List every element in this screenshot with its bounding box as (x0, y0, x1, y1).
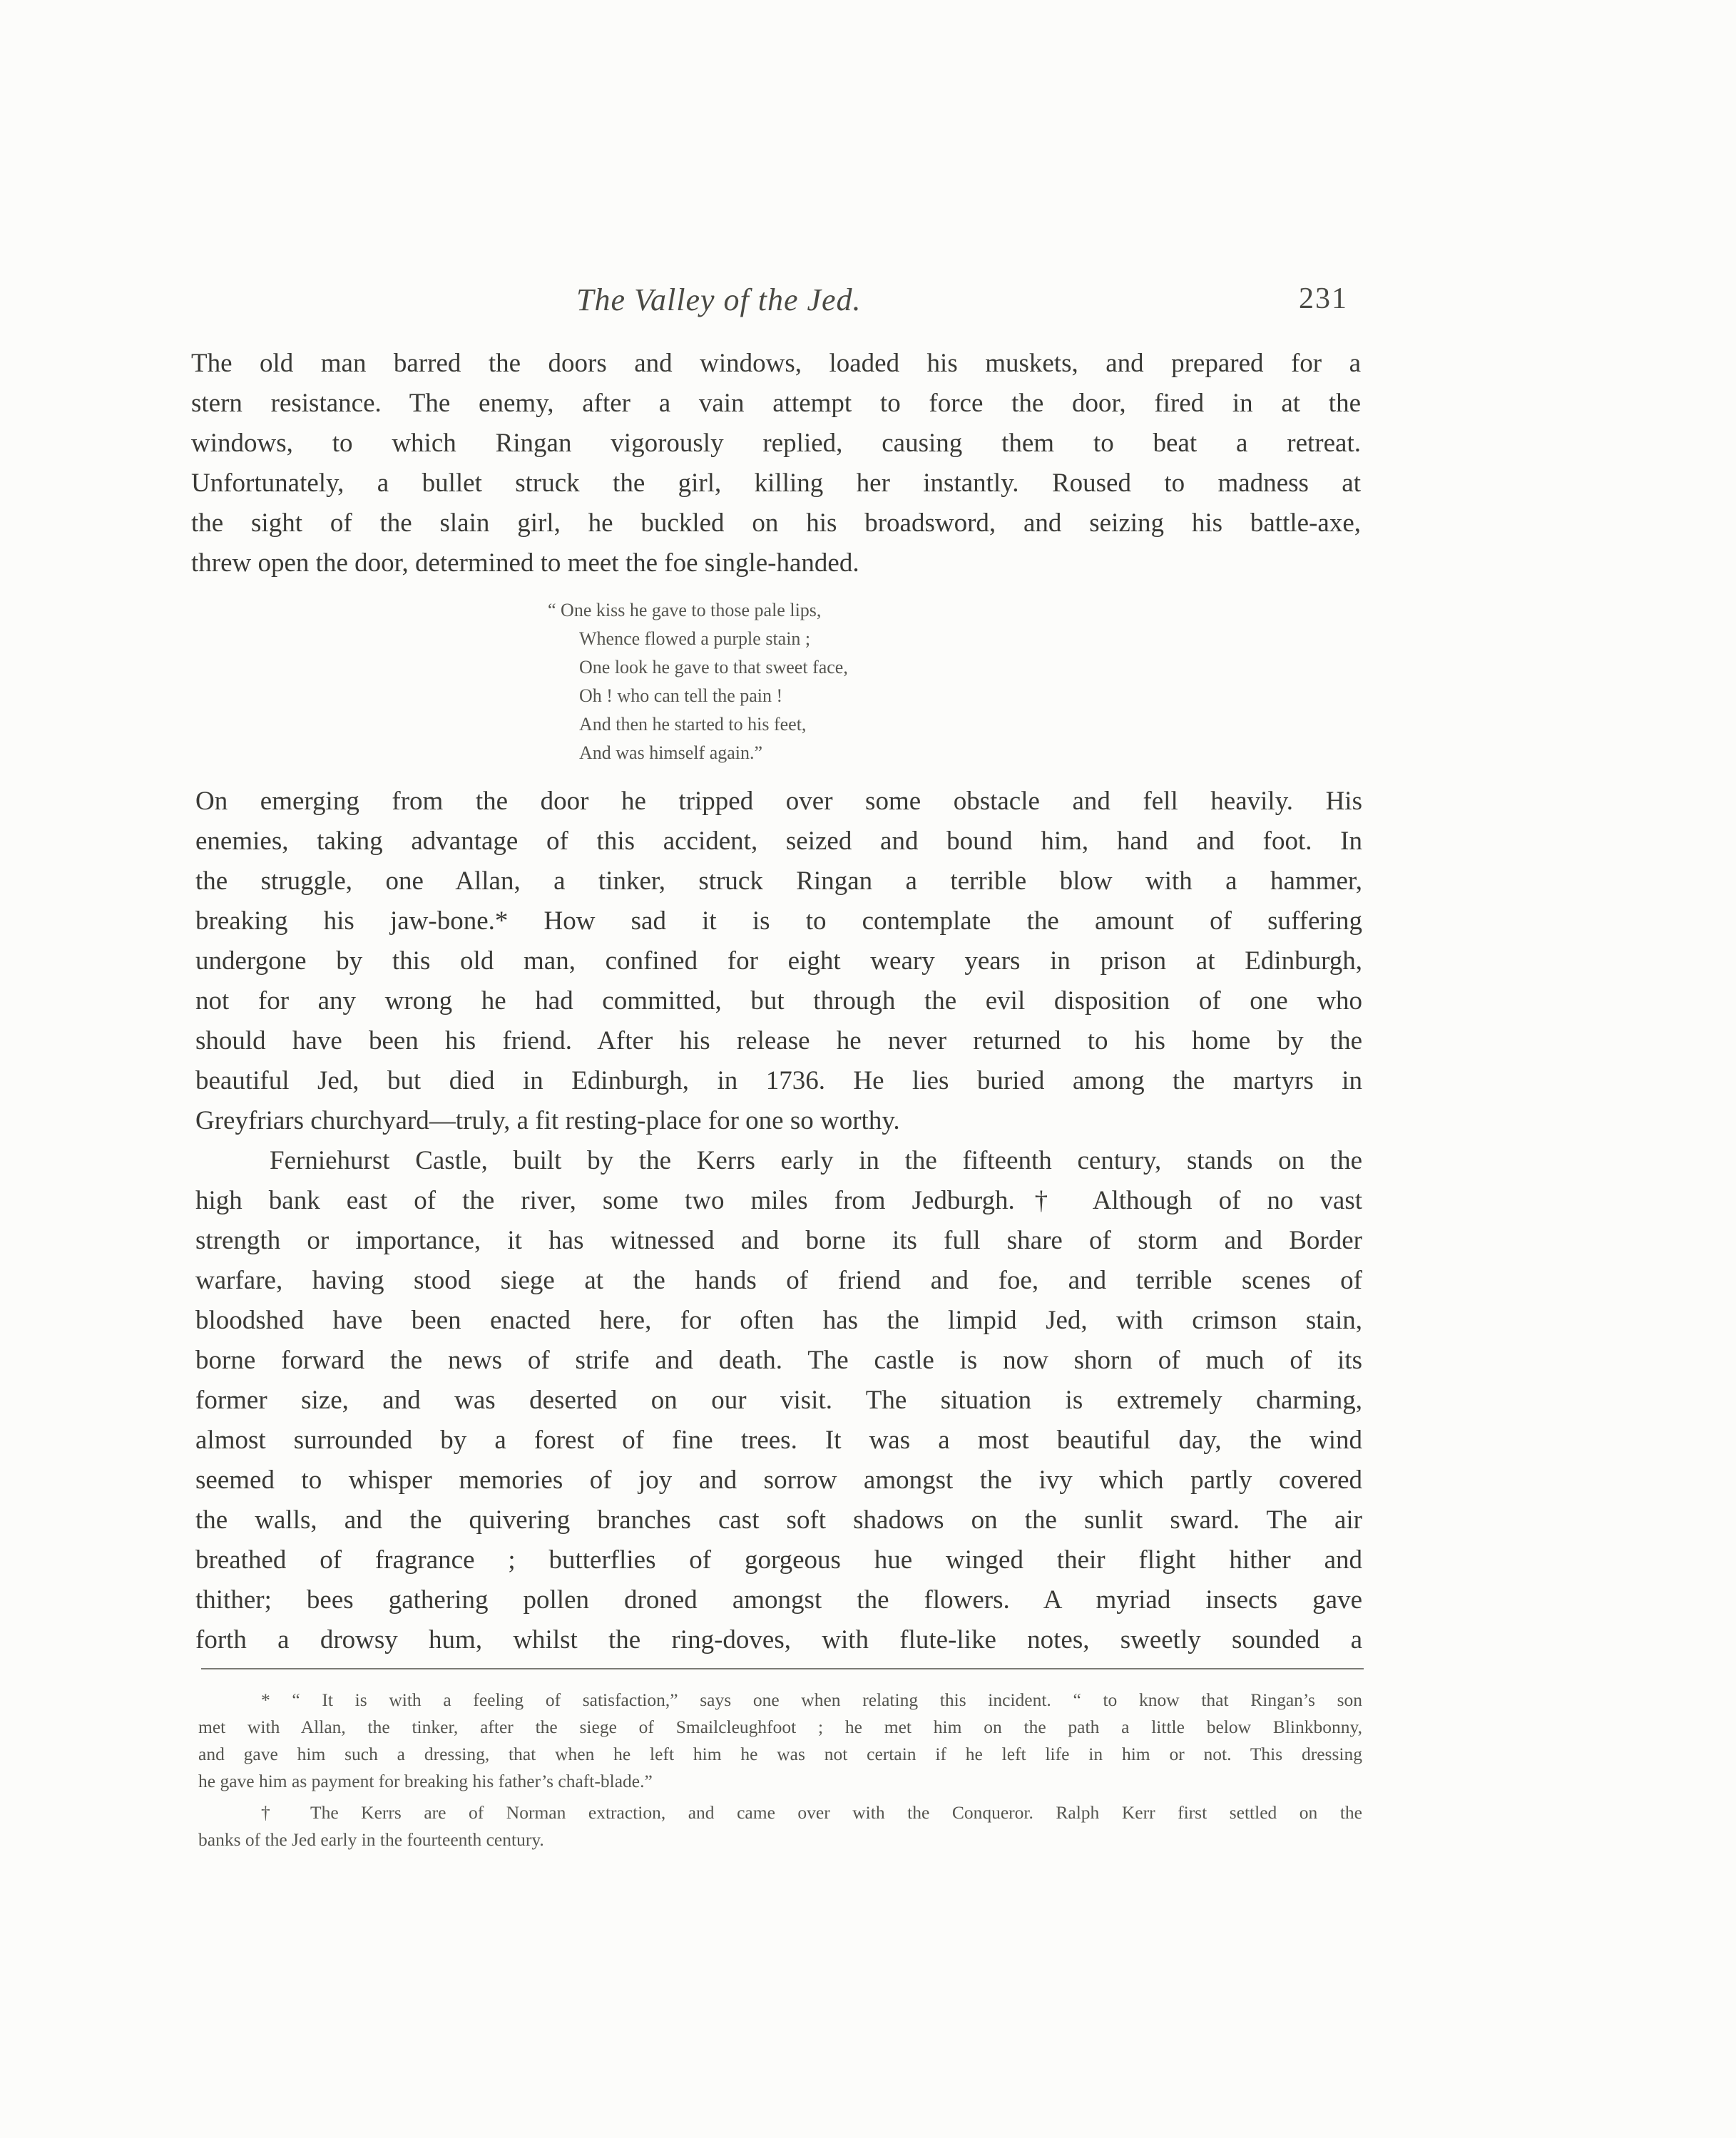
text-line: The old man barred the doors and windows, loaded his muskets, and prepared for a (191, 349, 1361, 378)
paragraph-3 (195, 1141, 1362, 1660)
verse-line: And then he started to his feet, (579, 714, 807, 735)
text-line: Unfortunately, a bullet struck the girl, killing her instantly. Roused to madness at (191, 469, 1361, 498)
footnote-line: † The Kerrs are of Norman extraction, and came over with the Conqueror. Ralph Kerr first settled on the (261, 1802, 1362, 1823)
text-line: former size, and was deserted on our visit. The situation is extremely charming, (195, 1386, 1362, 1415)
text-line: breathed of fragrance ; butterflies of gorgeous hue winged their flight hither and (195, 1545, 1362, 1575)
text-line: high bank east of the river, some two miles from Jedburgh.† Although of no vast (195, 1186, 1362, 1215)
text-line: Greyfriars churchyard—truly, a fit resting-place for one so worthy. (195, 1106, 900, 1135)
footnote-line: met with Allan, the tinker, after the siege of Smailcleughfoot ; he met him on the path a little below Blinkbonny, (198, 1717, 1362, 1737)
text-line: the walls, and the quivering branches cast soft shadows on the sunlit sward. The air (195, 1505, 1362, 1535)
text-line: not for any wrong he had committed, but through the evil disposition of one who (195, 986, 1362, 1016)
text-line: strength or importance, it has witnessed and borne its full share of storm and Border (195, 1226, 1362, 1255)
verse-line: “ One kiss he gave to those pale lips, (548, 600, 822, 620)
body-text (195, 782, 1362, 1660)
verse-line: Whence flowed a purple stain ; (579, 628, 811, 649)
text-line: Ferniehurst Castle, built by the Kerrs early in the fifteenth century, stands on the (270, 1146, 1362, 1175)
text-line: warfare, having stood siege at the hands of friend and foe, and terrible scenes of (195, 1266, 1362, 1295)
text-line: On emerging from the door he tripped over some obstacle and fell heavily. His (195, 787, 1362, 816)
text-line: should have been his friend. After his release he never returned to his home by the (195, 1026, 1362, 1055)
verse-line: One look he gave to that sweet face, (579, 657, 848, 677)
paragraph-2 (195, 782, 1362, 1141)
footnote-line: * “ It is with a feeling of satisfaction,” says one when relating this incident. “ to know that Ringan’s son (261, 1689, 1362, 1710)
text-line: undergone by this old man, confined for eight weary years in prison at Edinburgh, (195, 946, 1362, 976)
running-title: The Valley of the Jed. (576, 282, 862, 317)
footnote-line: he gave him as payment for breaking his father’s chaft-blade.” (198, 1771, 653, 1791)
text-line: breaking his jaw-bone.* How sad it is to contemplate the amount of suffering (195, 906, 1362, 936)
text-line: bloodshed have been enacted here, for often has the limpid Jed, with crimson stain, (195, 1306, 1362, 1335)
text-line: stern resistance. The enemy, after a vain attempt to force the door, fired in at the (191, 389, 1361, 418)
text-line: windows, to which Ringan vigorously replied, causing them to beat a retreat. (191, 429, 1361, 458)
text-line: threw open the door, determined to meet the foe single-handed. (191, 548, 859, 578)
footnote-rule (201, 1668, 1364, 1669)
footnote-line: banks of the Jed early in the fourteenth century. (198, 1829, 544, 1850)
text-line: borne forward the news of strife and death. The castle is now shorn of much of its (195, 1346, 1362, 1375)
text-line: enemies, taking advantage of this accident, seized and bound him, hand and foot. In (195, 827, 1362, 856)
text-line: beautiful Jed, but died in Edinburgh, in 1736. He lies buried among the martyrs in (195, 1066, 1362, 1095)
text-line: thither; bees gathering pollen droned amongst the flowers. A myriad insects gave (195, 1585, 1362, 1615)
text-line: the sight of the slain girl, he buckled on his broadsword, and seizing his battle-axe, (191, 508, 1361, 538)
footnote-asterisk (198, 1687, 1362, 1795)
text-line: forth a drowsy hum, whilst the ring-doves, with flute-like notes, sweetly sounded a (195, 1625, 1362, 1654)
text-line: seemed to whisper memories of joy and sorrow amongst the ivy which partly covered (195, 1466, 1362, 1495)
page-header (191, 282, 1361, 324)
footnote-line: and gave him such a dressing, that when he left him he was not certain if he left life in him or not. This dressing (198, 1744, 1362, 1764)
page-number: 231 (1299, 282, 1348, 315)
footnotes (198, 1687, 1362, 1853)
verse-line: Oh ! who can tell the pain ! (579, 685, 783, 706)
text-line: the struggle, one Allan, a tinker, struck Ringan a terrible blow with a hammer, (195, 866, 1362, 896)
paragraph-1 (191, 344, 1361, 583)
footnote-dagger (198, 1799, 1362, 1853)
verse-quote (548, 596, 976, 767)
verse-line: And was himself again.” (579, 742, 763, 763)
text-line: almost surrounded by a forest of fine trees. It was a most beautiful day, the wind (195, 1426, 1362, 1455)
